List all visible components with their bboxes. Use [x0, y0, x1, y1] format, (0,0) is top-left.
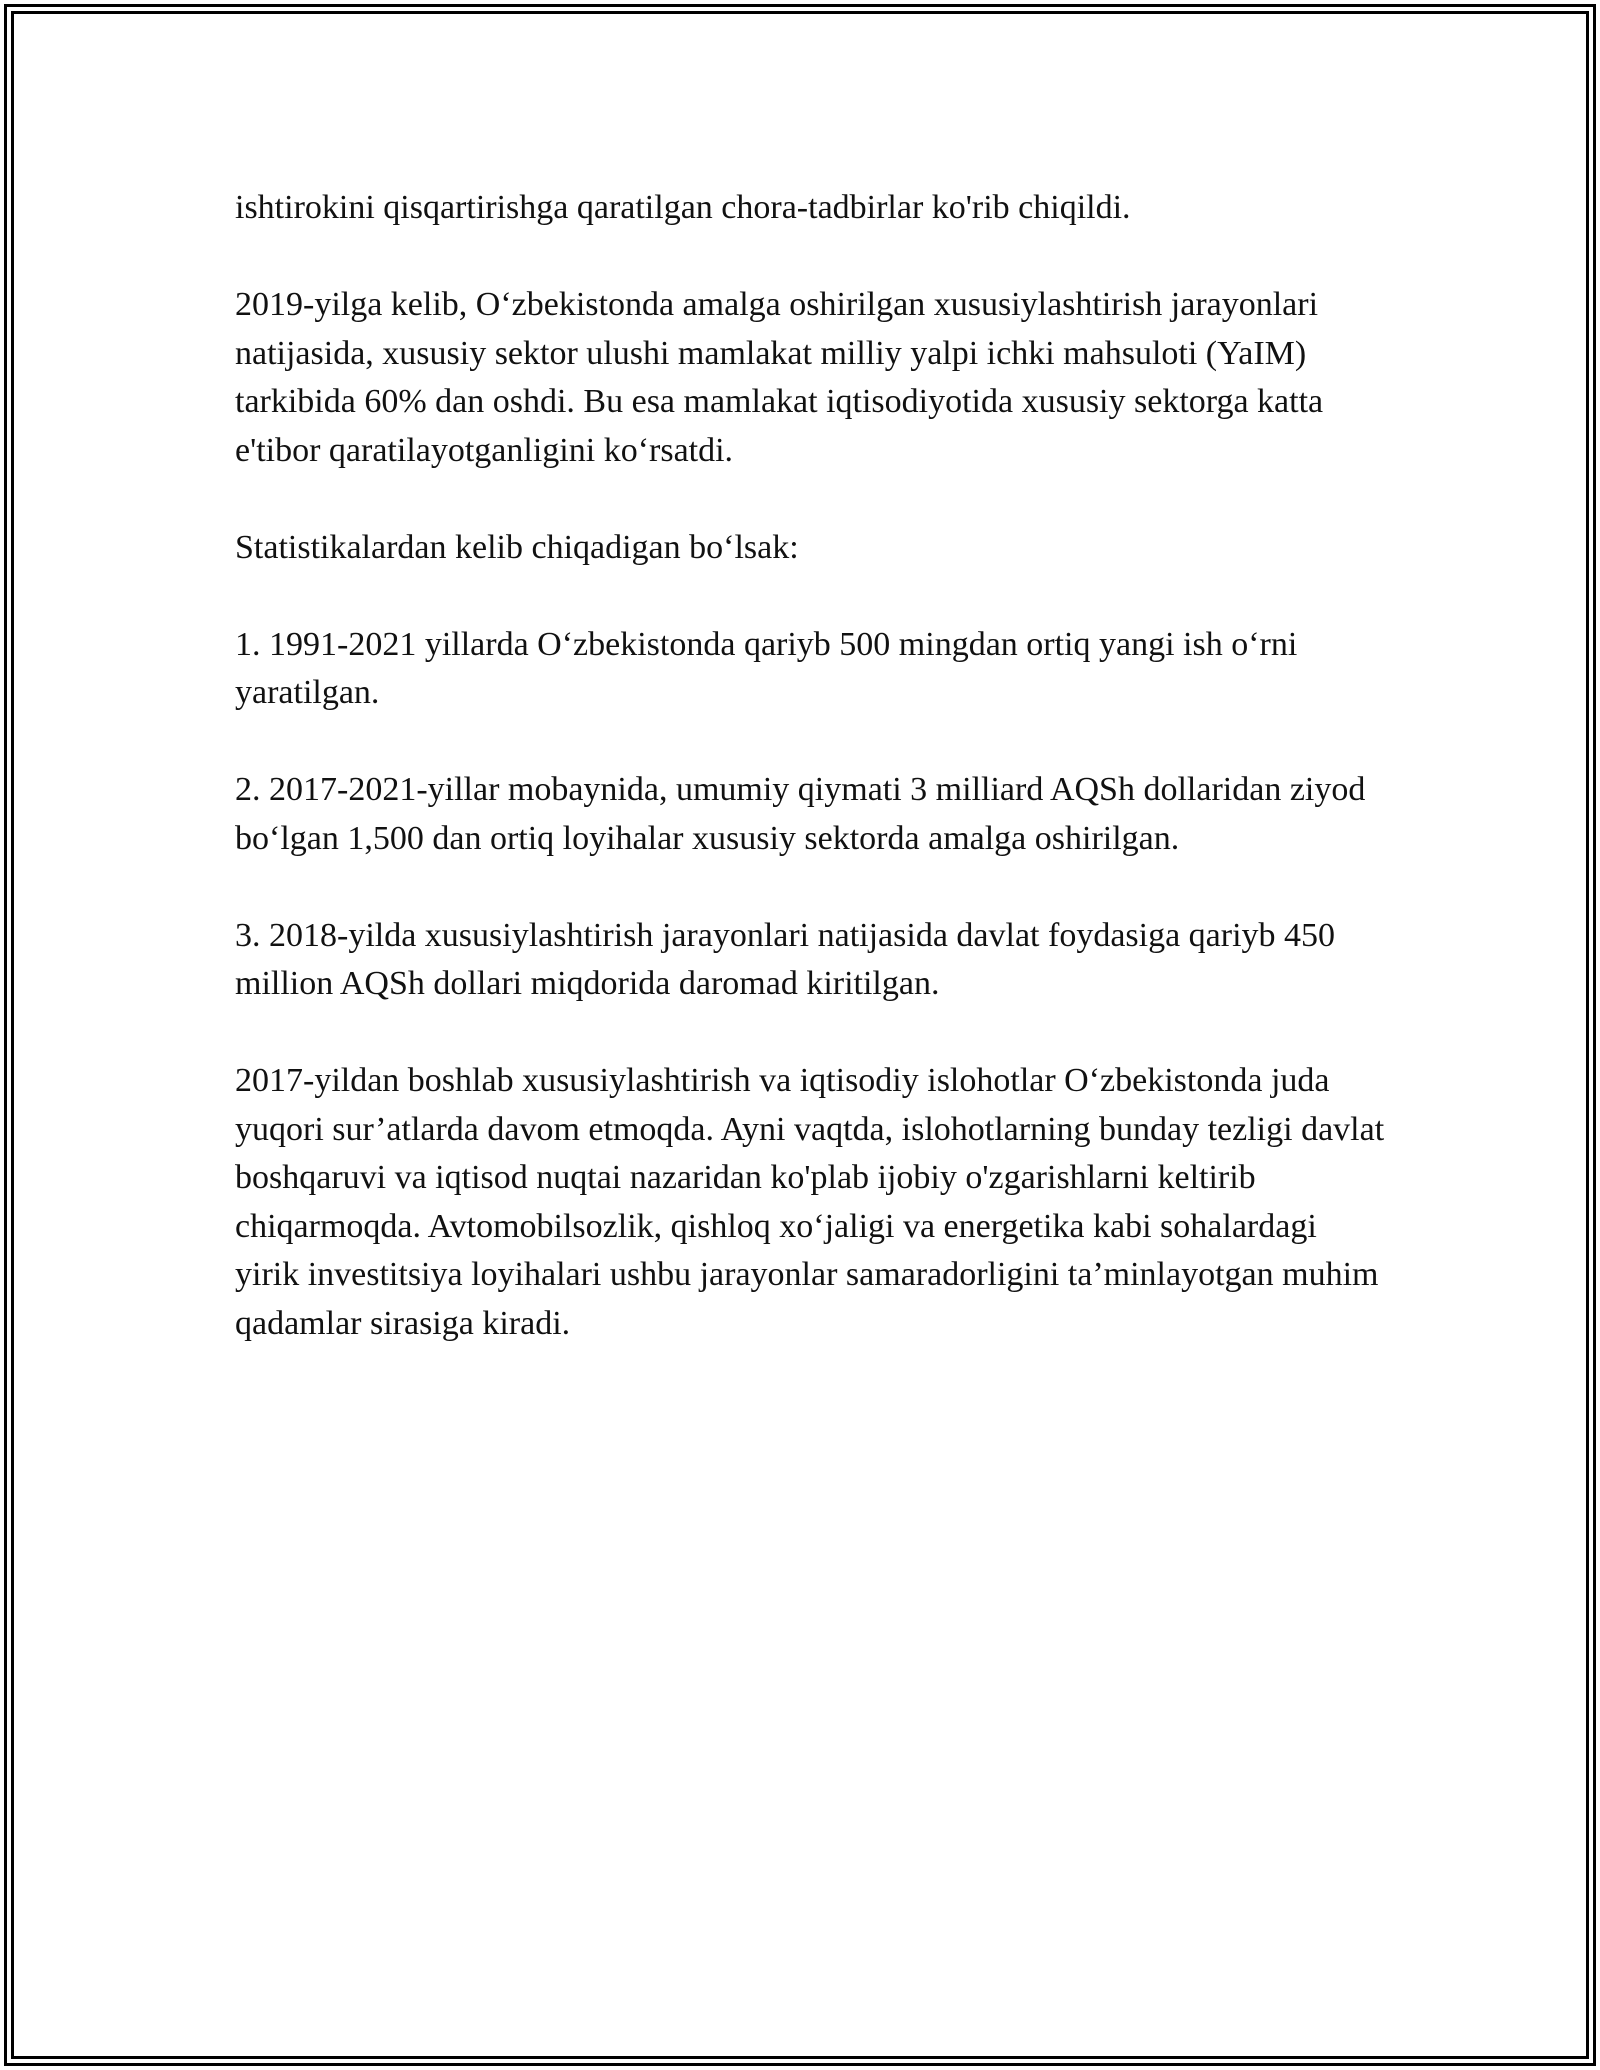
list-item-3: 3. 2018-yilda xususiylashtirish jarayonlari natijasida davlat foydasiga qariyb 450 million AQSh dollari miqdorida daromad kiritilgan.	[235, 916, 1336, 1002]
list-item-2: 2. 2017-2021-yillar mobaynida, umumiy qiymati 3 milliard AQSh dollaridan ziyod bo‘lgan 1,500 dan ortiq loyihalar xususiy sektorda amalga oshirilgan.	[235, 771, 1366, 857]
paragraph-continuation: ishtirokini qisqartirishga qaratilgan chora-tadbirlar ko'rib chiqildi.	[235, 189, 1131, 226]
paragraph-reforms-2017: 2017-yildan boshlab xususiylashtirish va iqtisodiy islohotlar O‘zbekistonda juda yuqori sur’atlarda davom etmoqda. Ayni vaqtda, islohotlarning bunday tezligi davlat boshqaruvi va iqtisod nuqtai nazaridan ko'plab ijobiy o'zgarishlarni keltirib chiqarmoqda. Avtomobilsozlik, qishloq xo‘jaligi va energetika kabi sohalardagi yirik investitsiya loyihalari ushbu jarayonlar samaradorligini ta’minlayotgan muhim qadamlar sirasiga kiradi.	[235, 1062, 1385, 1342]
paragraph-privatization-2019: 2019-yilga kelib, O‘zbekistonda amalga oshirilgan xususiylashtirish jarayonlari natijasida, xususiy sektor ulushi mamlakat milliy yalpi ichki mahsuloti (YaIM) tarkibida 60% dan oshdi. Bu esa mamlakat iqtisodiyotida xususiy sektorga katta e'tibor qaratilayotganligini ko‘rsatdi.	[235, 286, 1324, 469]
document-body	[235, 184, 1385, 1397]
list-item-1: 1. 1991-2021 yillarda O‘zbekistonda qariyb 500 mingdan ortiq yangi ish o‘rni yaratilgan.	[235, 625, 1298, 711]
paragraph-statistics-intro: Statistikalardan kelib chiqadigan bo‘lsak:	[235, 528, 799, 566]
